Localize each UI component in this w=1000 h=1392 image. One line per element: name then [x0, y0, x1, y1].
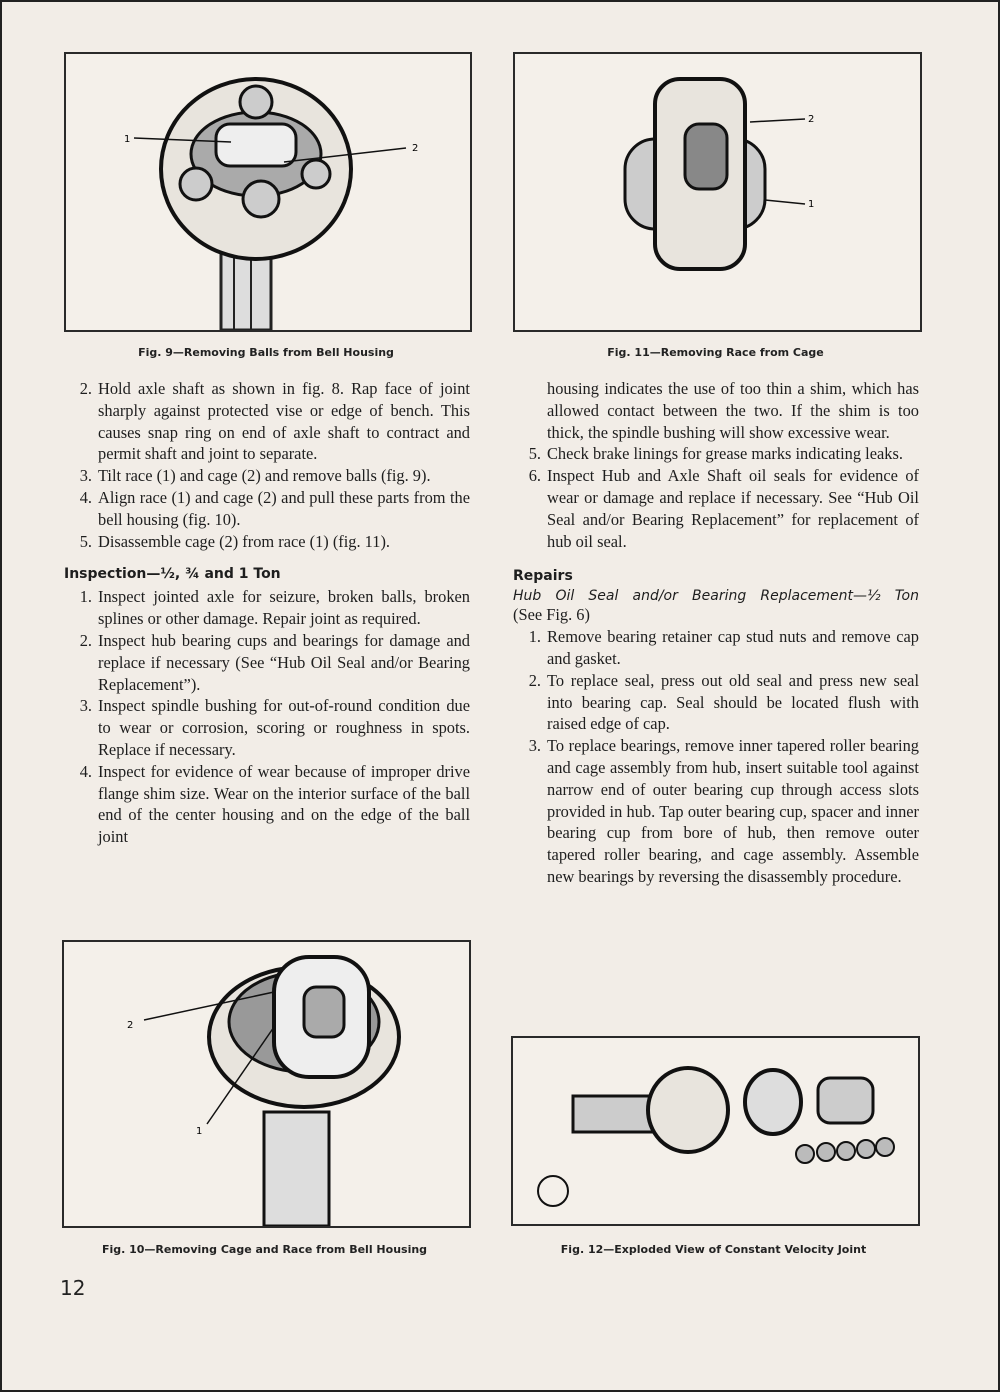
item-text: Disassemble cage (2) from race (1) (fig. 11).: [98, 531, 391, 551]
step-3: [64, 465, 470, 487]
item-number: 2.: [79, 379, 92, 398]
repair-2: [513, 670, 919, 735]
label: 2: [808, 114, 815, 125]
inspection-6: [513, 465, 919, 552]
step-4: [64, 487, 470, 531]
label: 2: [127, 1020, 134, 1031]
manual-page: [2, 2, 998, 1390]
inspection-3: [64, 695, 470, 760]
inspection-5: [513, 443, 919, 465]
item-text: Inspect for evidence of wear because of improper drive flange shim size. Wear on the interior surface of the ball end of the center housing and on the edge of the ball joint: [98, 761, 470, 847]
item-text: Inspect jointed axle for seizure, broken balls, broken splines or other damage. Repair joint as required.: [98, 587, 470, 629]
label: 1: [196, 1126, 203, 1137]
figure-10-illustration: [62, 940, 471, 1228]
figure-11-caption: Fig. 11—Removing Race from Cage: [607, 346, 824, 359]
item-text: Remove bearing retainer cap stud nuts and remove cap and gasket.: [547, 627, 919, 668]
item-number: 6.: [528, 466, 541, 486]
figure-12-illustration: [511, 1036, 920, 1226]
figure-9-illustration: [64, 52, 472, 332]
item-text: Inspect spindle bushing for out-of-round condition due to wear or corrosion, scoring or roughness in spots. Replace if necessary.: [98, 696, 470, 759]
callout-2: 2: [412, 143, 419, 154]
item-number: 2.: [528, 670, 541, 690]
item-number: 2.: [79, 630, 92, 650]
see-figure-ref: (See Fig. 6): [513, 605, 590, 625]
item-text: Hold axle shaft as shown in fig. 8. Rap face of joint sharply against protected vise or edge of bench. This causes snap ring on end of axle shaft to contract and permit shaft and joint to separate.: [98, 379, 470, 464]
item-text: Check brake linings for grease marks indicating leaks.: [547, 444, 903, 464]
item-text: Inspect Hub and Axle Shaft oil seals for evidence of wear or damage and replace if necessary. See “Hub Oil Seal and/or Bearing Replacement” for replacement of hub oil seal.: [547, 466, 919, 551]
step-5: [64, 531, 470, 553]
inspection-4: [64, 761, 470, 848]
label: 1: [808, 199, 815, 210]
callout-1: 1: [124, 134, 131, 145]
item-text: To replace bearings, remove inner tapered roller bearing and cage assembly from hub, insert suitable tool against narrow end of outer bearing cup through access slots provided in hub. Tap outer bearing cup, spacer and inner bearing cup from bore of hub, then remove outer tapered roller bearing, and cage assembly. Assemble new bearings by reversing the disassembly procedure.: [547, 736, 919, 886]
continued-paragraph: housing indicates the use of too thin a shim, which has allowed contact between the two. If the shim is too thick, the spindle bushing will show excessive wear.: [547, 379, 919, 442]
step-2: [64, 378, 470, 465]
item-number: 4.: [79, 761, 92, 781]
item-number: 3.: [79, 466, 92, 486]
figure-12-caption: Fig. 12—Exploded View of Constant Velocity Joint: [560, 1243, 867, 1256]
repair-1: [513, 626, 919, 670]
figure-11-illustration: [513, 52, 922, 332]
right-column: [513, 378, 919, 888]
repairs-heading: Repairs: [513, 568, 573, 585]
inspection-1: [64, 586, 470, 630]
figure-9-caption: Fig. 9—Removing Balls from Bell Housing: [138, 346, 394, 359]
item-number: 5.: [528, 444, 541, 464]
item-text: Inspect hub bearing cups and bearings for damage and replace if necessary (See “Hub Oil Seal and/or Bearing Replacement”).: [98, 630, 470, 694]
item-text: Tilt race (1) and cage (2) and remove balls (fig. 9).: [98, 466, 431, 486]
item-number: 1.: [79, 587, 92, 607]
inspection-heading: Inspection—½, ¾ and 1 Ton: [64, 566, 281, 583]
item-number: 3.: [528, 736, 541, 756]
repair-subheading: Hub Oil Seal and/or Bearing Replacement—½ Ton: [513, 588, 919, 605]
item-number: 5.: [79, 531, 92, 551]
page-number: 12: [60, 1276, 86, 1300]
item-text: Align race (1) and cage (2) and pull these parts from the bell housing (fig. 10).: [98, 487, 470, 529]
figure-10-caption: Fig. 10—Removing Cage and Race from Bell Housing: [101, 1243, 428, 1256]
left-column: [64, 378, 470, 848]
repair-3: [513, 735, 919, 888]
item-number: 1.: [528, 627, 541, 647]
item-number: 3.: [79, 696, 92, 716]
item-text: To replace seal, press out old seal and press new seal into bearing cap. Seal should be located flush with raised edge of cap.: [547, 670, 919, 734]
item-number: 4.: [79, 487, 92, 507]
inspection-2: [64, 630, 470, 695]
